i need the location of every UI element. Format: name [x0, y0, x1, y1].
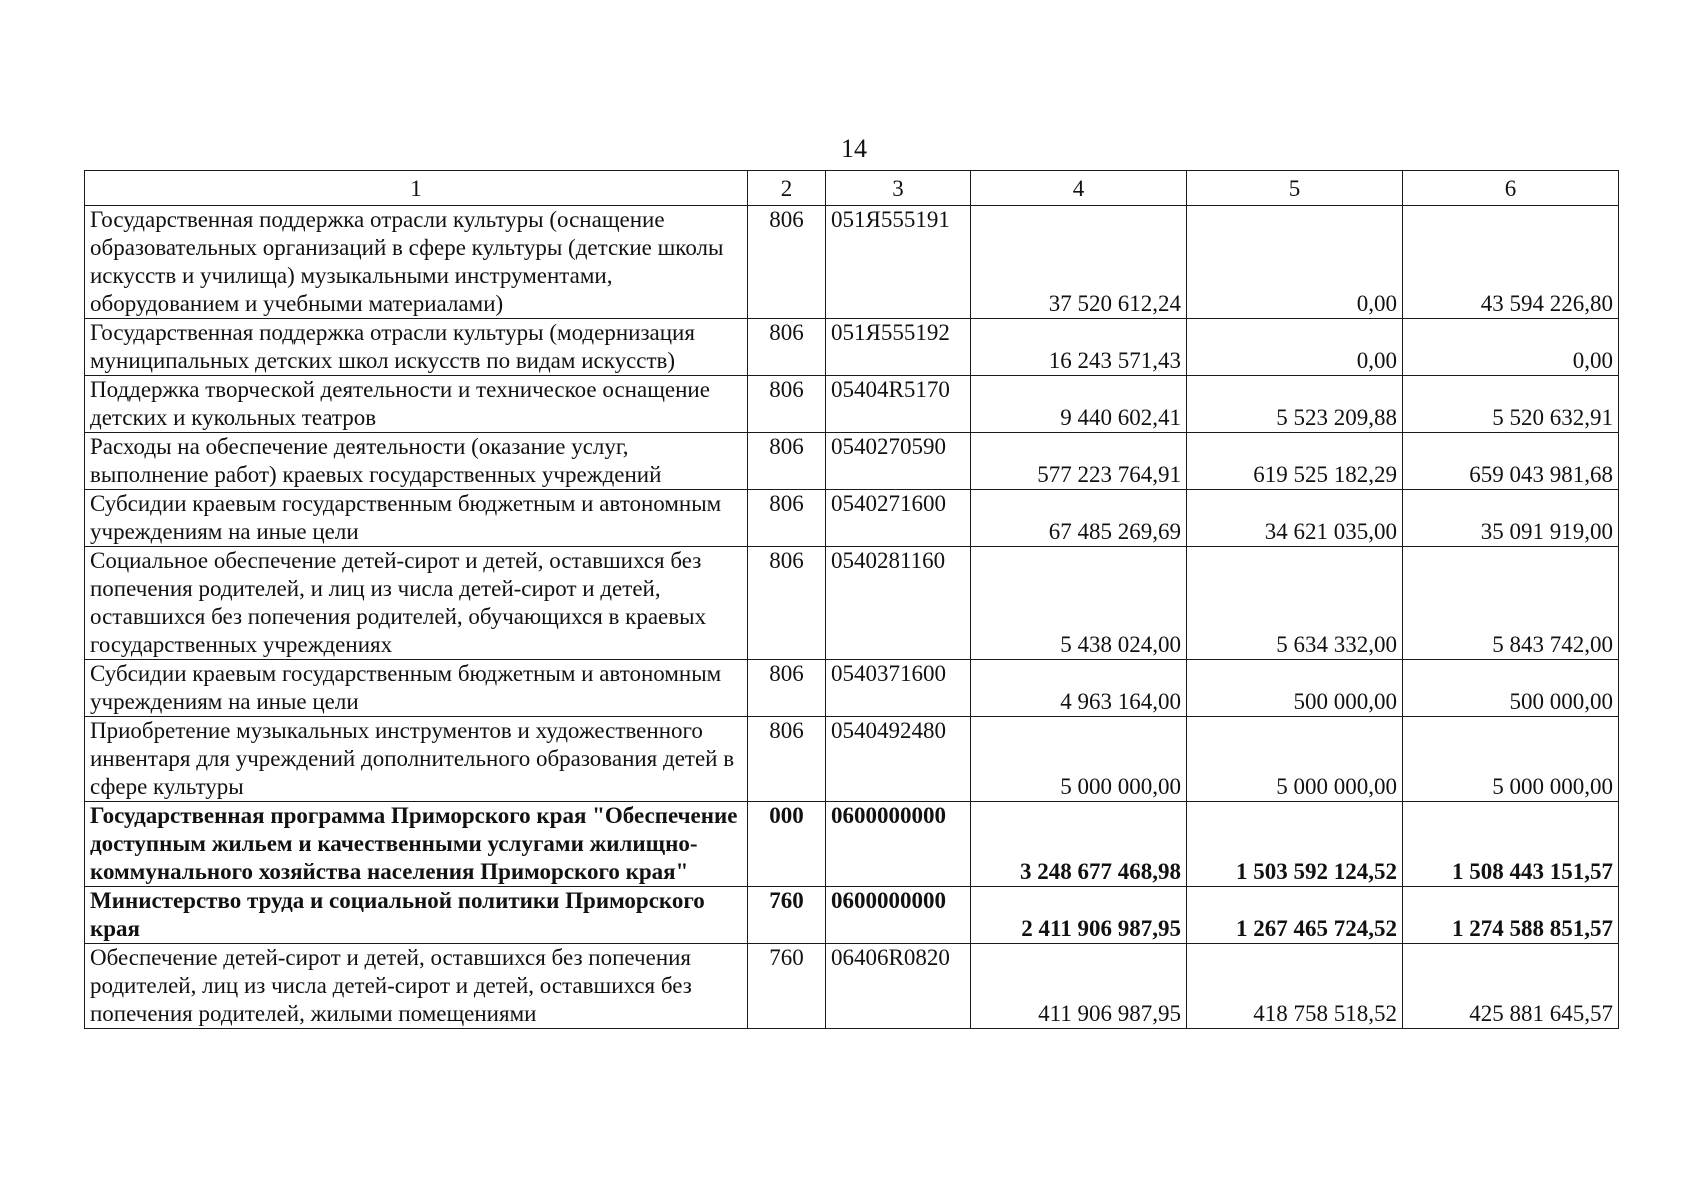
table-header-row [85, 171, 1619, 206]
row-value-col5: 619 525 182,29 [1187, 433, 1403, 490]
row-value-col5: 0,00 [1187, 319, 1403, 376]
row-csr-code: 0540492480 [826, 717, 971, 802]
row-ved-code: 760 [748, 944, 826, 1029]
row-value-col5: 1 267 465 724,52 [1187, 887, 1403, 944]
row-value-col6: 500 000,00 [1403, 660, 1619, 717]
row-value-col4: 16 243 571,43 [971, 319, 1187, 376]
row-name: Государственная поддержка отрасли культуры (оснащение образовательных организаций в сфере культуры (детские школы искусств и училища) музыкальными инструментами, оборудованием и учебными материалами) [85, 206, 748, 319]
table-row [85, 206, 1619, 319]
row-value-col6: 5 843 742,00 [1403, 547, 1619, 660]
row-ved-code: 806 [748, 319, 826, 376]
row-name: Расходы на обеспечение деятельности (оказание услуг, выполнение работ) краевых государственных учреждений [85, 433, 748, 490]
row-value-col4: 3 248 677 468,98 [971, 802, 1187, 887]
row-name: Социальное обеспечение детей-сирот и детей, оставшихся без попечения родителей, и лиц из числа детей-сирот и детей, оставшихся без попечения родителей, обучающихся в краевых государственных учреждениях [85, 547, 748, 660]
table-row-program [85, 802, 1619, 887]
row-value-col4: 5 438 024,00 [971, 547, 1187, 660]
row-value-col4: 9 440 602,41 [971, 376, 1187, 433]
row-ved-code: 806 [748, 717, 826, 802]
row-value-col5: 1 503 592 124,52 [1187, 802, 1403, 887]
row-value-col4: 37 520 612,24 [971, 206, 1187, 319]
table-row-ministry [85, 887, 1619, 944]
row-ved-code: 806 [748, 547, 826, 660]
row-value-col5: 5 634 332,00 [1187, 547, 1403, 660]
table-row [85, 376, 1619, 433]
row-value-col6: 35 091 919,00 [1403, 490, 1619, 547]
budget-table [84, 170, 1619, 1029]
row-ved-code: 806 [748, 433, 826, 490]
row-ved-code: 760 [748, 887, 826, 944]
row-value-col5: 0,00 [1187, 206, 1403, 319]
row-csr-code: 05404R5170 [826, 376, 971, 433]
row-value-col4: 411 906 987,95 [971, 944, 1187, 1029]
row-csr-code: 0540271600 [826, 490, 971, 547]
header-col-2: 2 [748, 171, 826, 206]
row-value-col6: 425 881 645,57 [1403, 944, 1619, 1029]
row-name: Государственная программа Приморского края "Обеспечение доступным жильем и качественными услугами жилищно-коммунального хозяйства населения Приморского края" [85, 802, 748, 887]
row-csr-code: 06406R0820 [826, 944, 971, 1029]
row-ved-code: 806 [748, 490, 826, 547]
row-name: Приобретение музыкальных инструментов и художественного инвентаря для учреждений дополнительного образования детей в сфере культуры [85, 717, 748, 802]
row-value-col6: 659 043 981,68 [1403, 433, 1619, 490]
row-name: Поддержка творческой деятельности и техническое оснащение детских и кукольных театров [85, 376, 748, 433]
table-row [85, 433, 1619, 490]
row-name: Обеспечение детей-сирот и детей, оставшихся без попечения родителей, лиц из числа детей-сирот и детей, оставшихся без попечения родителей, жилыми помещениями [85, 944, 748, 1029]
row-csr-code: 051Я555192 [826, 319, 971, 376]
table-row [85, 547, 1619, 660]
row-value-col4: 67 485 269,69 [971, 490, 1187, 547]
row-name: Субсидии краевым государственным бюджетным и автономным учреждениям на иные цели [85, 490, 748, 547]
table-row [85, 944, 1619, 1029]
table-row [85, 319, 1619, 376]
row-value-col5: 5 523 209,88 [1187, 376, 1403, 433]
row-value-col6: 0,00 [1403, 319, 1619, 376]
row-value-col6: 5 000 000,00 [1403, 717, 1619, 802]
row-value-col4: 4 963 164,00 [971, 660, 1187, 717]
table-row [85, 660, 1619, 717]
row-value-col6: 5 520 632,91 [1403, 376, 1619, 433]
row-name: Государственная поддержка отрасли культуры (модернизация муниципальных детских школ искусств по видам искусств) [85, 319, 748, 376]
row-csr-code: 0600000000 [826, 887, 971, 944]
row-value-col5: 34 621 035,00 [1187, 490, 1403, 547]
row-value-col4: 2 411 906 987,95 [971, 887, 1187, 944]
row-value-col6: 1 508 443 151,57 [1403, 802, 1619, 887]
row-name: Министерство труда и социальной политики Приморского края [85, 887, 748, 944]
row-value-col4: 577 223 764,91 [971, 433, 1187, 490]
row-value-col4: 5 000 000,00 [971, 717, 1187, 802]
row-value-col5: 418 758 518,52 [1187, 944, 1403, 1029]
row-ved-code: 000 [748, 802, 826, 887]
row-csr-code: 0540371600 [826, 660, 971, 717]
row-value-col5: 500 000,00 [1187, 660, 1403, 717]
row-ved-code: 806 [748, 660, 826, 717]
row-csr-code: 051Я555191 [826, 206, 971, 319]
table-row [85, 717, 1619, 802]
row-csr-code: 0600000000 [826, 802, 971, 887]
header-col-5: 5 [1187, 171, 1403, 206]
row-csr-code: 0540270590 [826, 433, 971, 490]
row-csr-code: 0540281160 [826, 547, 971, 660]
row-ved-code: 806 [748, 206, 826, 319]
row-value-col5: 5 000 000,00 [1187, 717, 1403, 802]
page-number: 14 [841, 134, 867, 163]
row-value-col6: 43 594 226,80 [1403, 206, 1619, 319]
header-col-6: 6 [1403, 171, 1619, 206]
row-ved-code: 806 [748, 376, 826, 433]
header-col-4: 4 [971, 171, 1187, 206]
table-row [85, 490, 1619, 547]
header-col-1: 1 [85, 171, 748, 206]
row-value-col6: 1 274 588 851,57 [1403, 887, 1619, 944]
row-name: Субсидии краевым государственным бюджетным и автономным учреждениям на иные цели [85, 660, 748, 717]
header-col-3: 3 [826, 171, 971, 206]
